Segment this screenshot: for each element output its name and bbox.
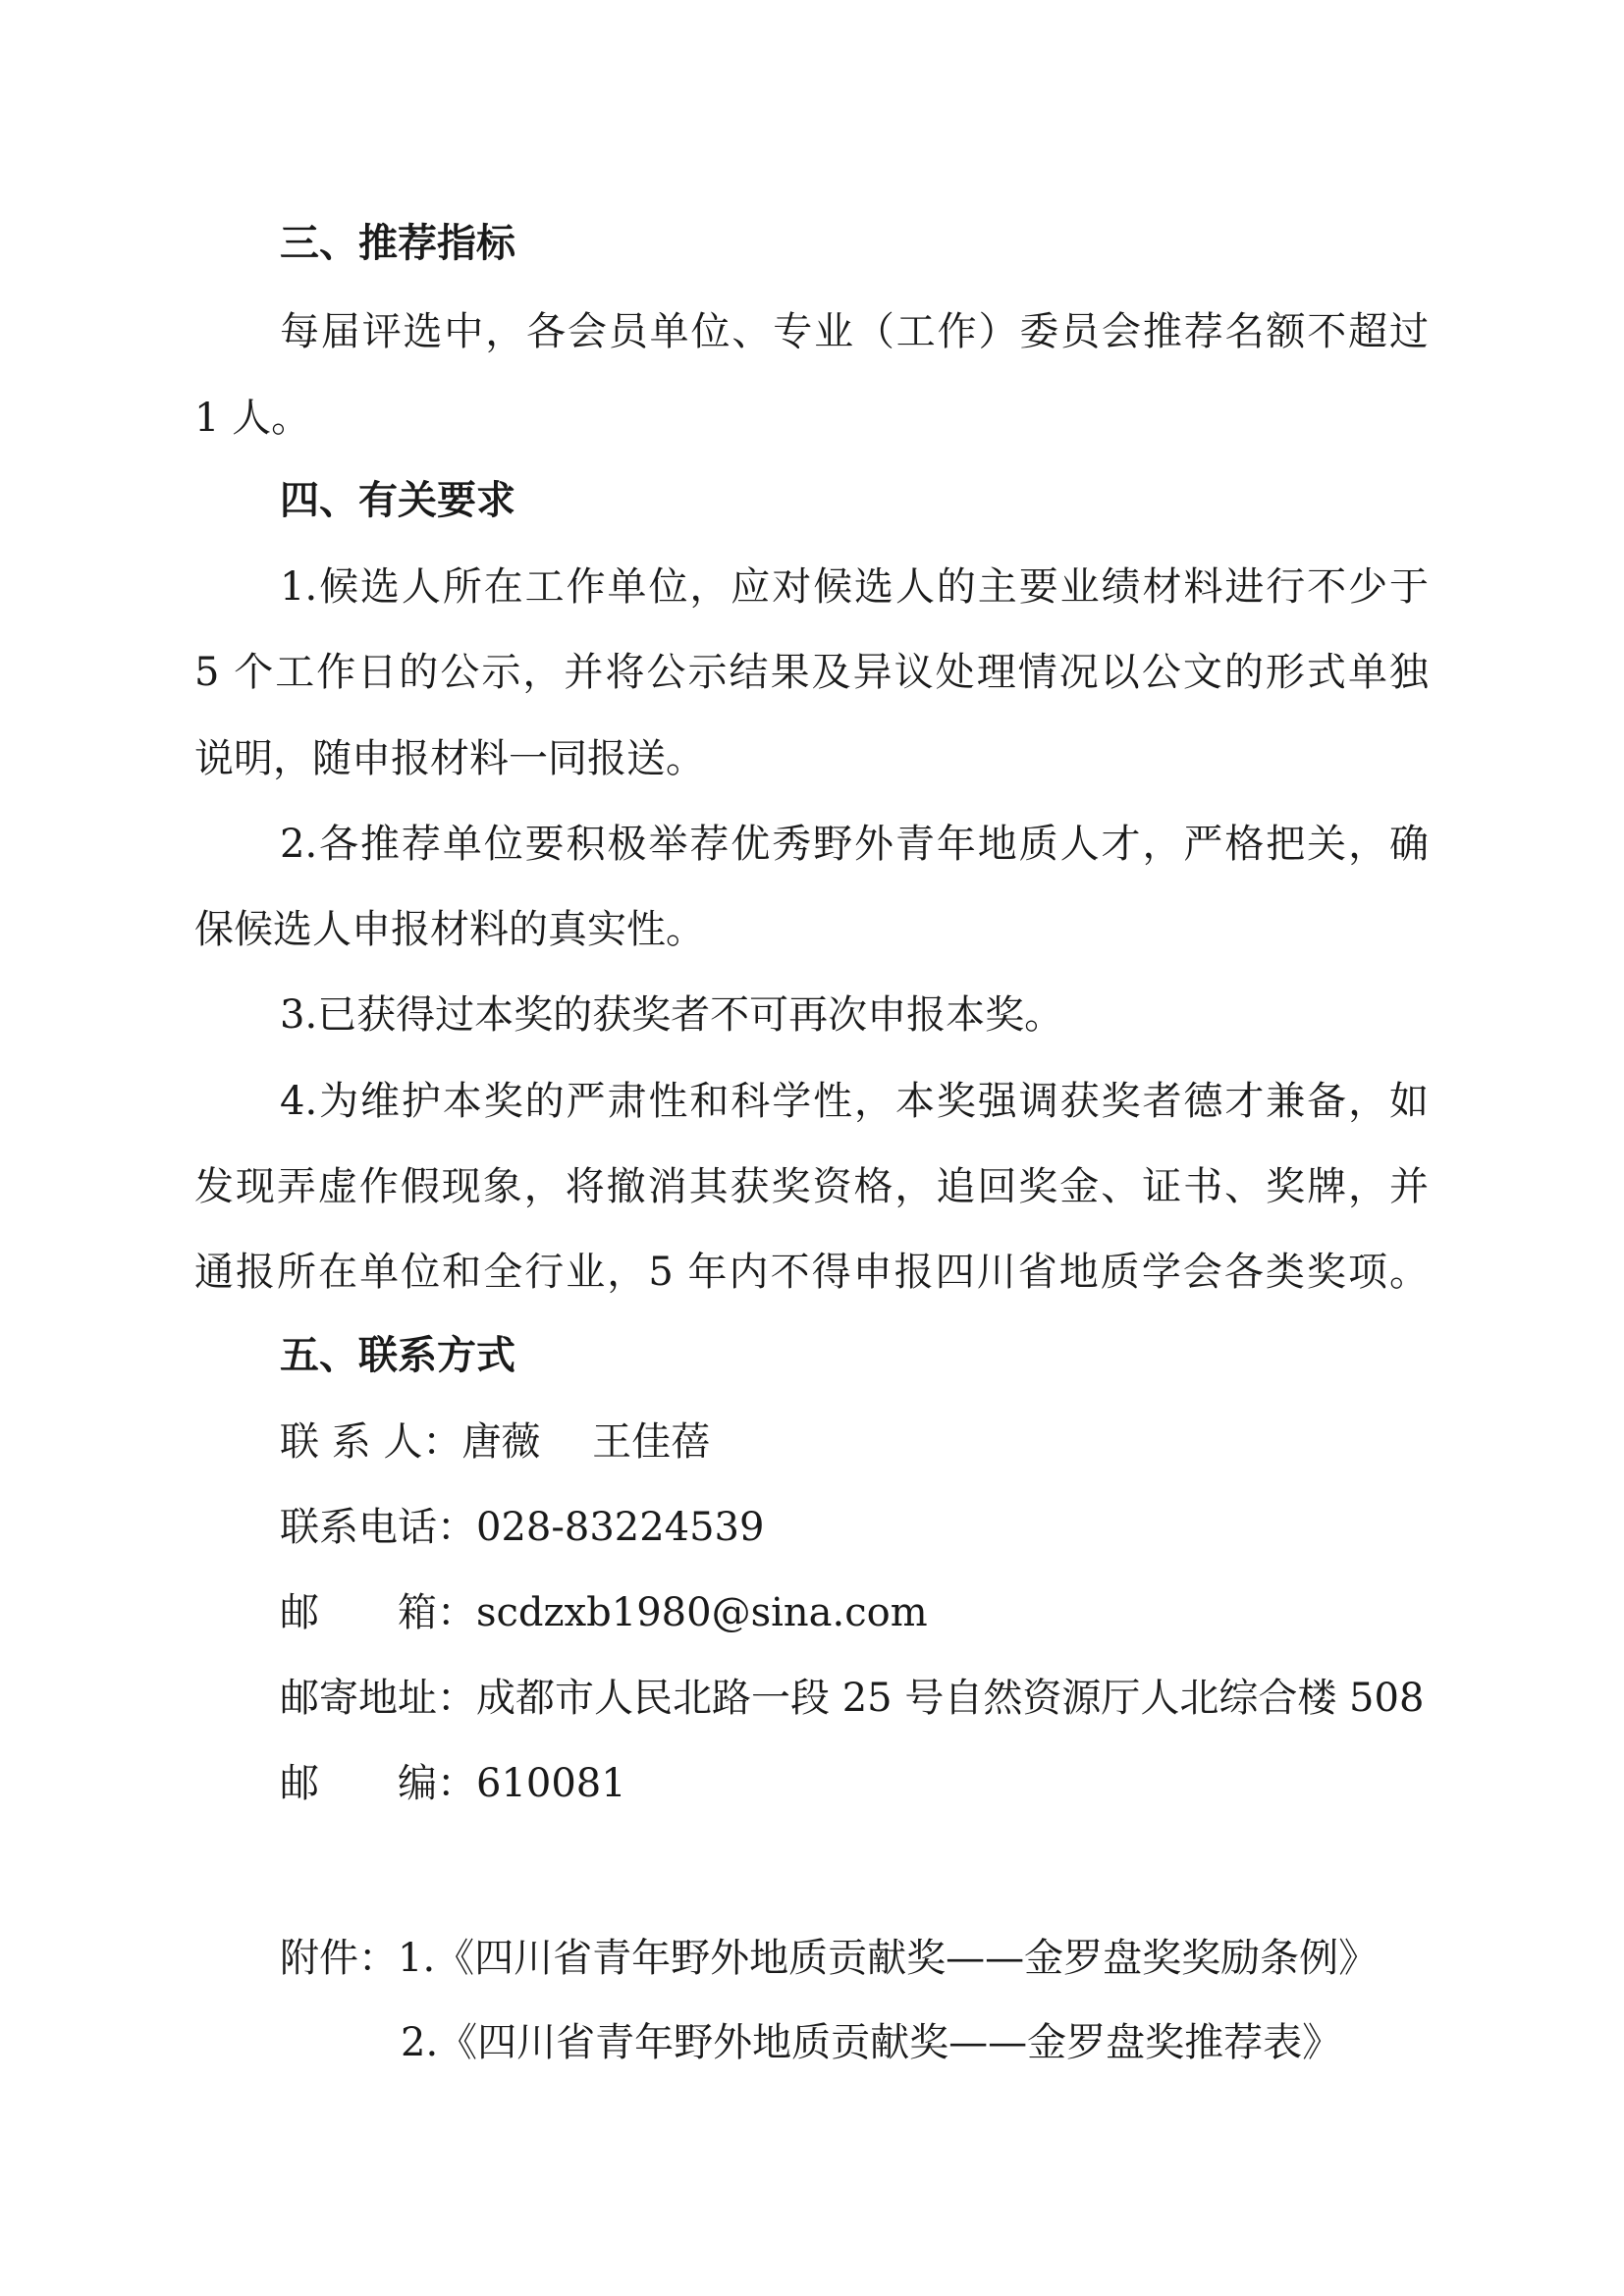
contact-label: 联系电话： — [280, 1505, 476, 1550]
contact-row-phone — [280, 1502, 764, 1553]
contact-value: scdzxb1980@sina.com — [476, 1590, 928, 1635]
attachment-item: 1.《四川省青年野外地质贡献奖——金罗盘奖奖励条例》 — [398, 1936, 1379, 1981]
attachment-row-1 — [280, 1933, 1378, 1984]
contact-value: 028-83224539 — [476, 1505, 765, 1550]
contact-label: 邮 编： — [280, 1761, 476, 1806]
contact-label: 联 系 人： — [280, 1419, 462, 1465]
section-heading-recommendation-quota: 三、推荐指标 — [280, 221, 515, 266]
paragraph-line: 2.各推荐单位要积极举荐优秀野外青年地质人才，严格把关，确 — [280, 822, 1429, 867]
contact-value: 唐薇 王佳蓓 — [461, 1419, 711, 1465]
paragraph-line: 5 个工作日的公示，并将公示结果及异议处理情况以公文的形式单独 — [194, 650, 1429, 695]
section-heading-contact: 五、联系方式 — [280, 1333, 515, 1378]
attachment-row-2 — [401, 2017, 1341, 2068]
attachment-label: 附件： — [280, 1936, 398, 1981]
contact-row-email — [280, 1587, 928, 1638]
paragraph-line: 4.为维护本奖的严肃性和科学性，本奖强调获奖者德才兼备，如 — [280, 1079, 1429, 1124]
paragraph-line: 1 人。 — [194, 396, 311, 441]
paragraph-line: 通报所在单位和全行业，5 年内不得申报四川省地质学会各类奖项。 — [194, 1250, 1429, 1295]
paragraph-line: 说明，随申报材料一同报送。 — [194, 736, 705, 781]
contact-value: 610081 — [476, 1761, 626, 1806]
contact-row-postcode — [280, 1758, 626, 1809]
contact-row-address — [280, 1673, 1424, 1724]
section-heading-requirements: 四、有关要求 — [280, 478, 515, 523]
contact-value: 成都市人民北路一段 25 号自然资源厅人北综合楼 508 — [476, 1676, 1425, 1721]
contact-label: 邮寄地址： — [280, 1676, 476, 1721]
paragraph-line: 3.已获得过本奖的获奖者不可再次申报本奖。 — [280, 992, 1064, 1038]
contact-row-person — [280, 1416, 710, 1468]
paragraph-line: 保候选人申报材料的真实性。 — [194, 907, 705, 952]
paragraph-line: 发现弄虚作假现象，将撤消其获奖资格，追回奖金、证书、奖牌，并 — [194, 1164, 1429, 1209]
attachment-item: 2.《四川省青年野外地质贡献奖——金罗盘奖推荐表》 — [401, 2020, 1342, 2065]
contact-label: 邮 箱： — [280, 1590, 476, 1635]
paragraph-line: 1.候选人所在工作单位，应对候选人的主要业绩材料进行不少于 — [280, 564, 1429, 610]
paragraph-line: 每届评选中，各会员单位、专业（工作）委员会推荐名额不超过 — [280, 309, 1429, 354]
